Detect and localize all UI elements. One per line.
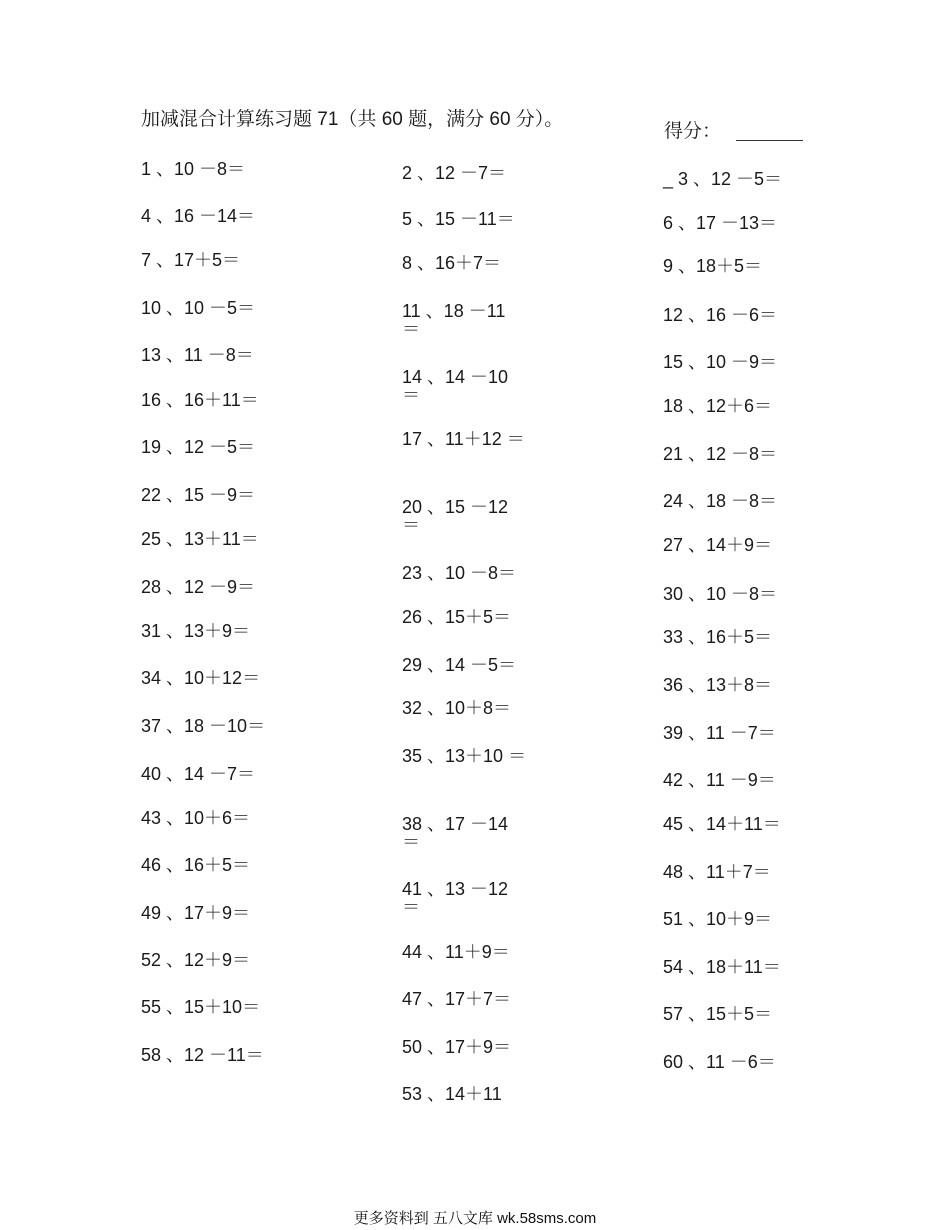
problem-38: 38 、17 －14 ＝	[402, 814, 509, 852]
problem-3: _ 3 、12 －5＝	[663, 169, 783, 189]
problem-4: 4 、16 －14＝	[141, 206, 256, 226]
footer-watermark: 更多资料到 五八文库 wk.58sms.com	[353, 1210, 597, 1227]
problem-7: 7 、17＋5＝	[141, 250, 241, 270]
problem-22: 22 、15 －9＝	[141, 485, 256, 505]
problem-17: 17 、11＋12 ＝	[402, 429, 525, 449]
problem-41: 41 、13 －12 ＝	[402, 879, 509, 917]
problem-53: 53 、14＋11	[402, 1084, 502, 1104]
problem-24: 24 、18 －8＝	[663, 491, 778, 511]
problem-43: 43 、10＋6＝	[141, 808, 251, 828]
problem-18: 18 、12＋6＝	[663, 396, 773, 416]
problem-11: 11 、18 －11 ＝	[402, 301, 506, 339]
problem-19: 19 、12 －5＝	[141, 437, 256, 457]
problem-52: 52 、12＋9＝	[141, 950, 251, 970]
problem-14: 14 、14 －10 ＝	[402, 367, 509, 405]
problem-31: 31 、13＋9＝	[141, 621, 251, 641]
problem-47: 47 、17＋7＝	[402, 989, 512, 1009]
problem-8: 8 、16＋7＝	[402, 253, 502, 273]
problem-27: 27 、14＋9＝	[663, 535, 773, 555]
problem-58: 58 、12 －11＝	[141, 1045, 264, 1065]
score-label: 得分：	[664, 121, 722, 142]
problem-21: 21 、12 －8＝	[663, 444, 778, 464]
problem-20: 20 、15 －12 ＝	[402, 497, 509, 535]
problem-2: 2 、12 －7＝	[402, 163, 507, 183]
problem-25: 25 、13＋11＝	[141, 529, 259, 549]
problem-16: 16 、16＋11＝	[141, 390, 259, 410]
problem-48: 48 、11＋7＝	[663, 862, 771, 882]
problem-51: 51 、10＋9＝	[663, 909, 773, 929]
problem-9: 9 、18＋5＝	[663, 256, 763, 276]
problem-1: 1 、10 －8＝	[141, 159, 246, 179]
problem-45: 45 、14＋11＝	[663, 814, 781, 834]
problem-12: 12 、16 －6＝	[663, 305, 778, 325]
problem-50: 50 、17＋9＝	[402, 1037, 512, 1057]
problem-55: 55 、15＋10＝	[141, 997, 261, 1017]
problem-26: 26 、15＋5＝	[402, 607, 512, 627]
problem-10: 10 、10 －5＝	[141, 298, 256, 318]
problem-60: 60 、11 －6＝	[663, 1052, 776, 1072]
problem-57: 57 、15＋5＝	[663, 1004, 773, 1024]
problem-40: 40 、14 －7＝	[141, 764, 256, 784]
score-blank[interactable]	[736, 140, 803, 141]
problem-44: 44 、11＋9＝	[402, 942, 510, 962]
problem-33: 33 、16＋5＝	[663, 627, 773, 647]
problem-46: 46 、16＋5＝	[141, 855, 251, 875]
problem-29: 29 、14 －5＝	[402, 655, 517, 675]
problem-15: 15 、10 －9＝	[663, 352, 778, 372]
problem-13: 13 、11 －8＝	[141, 345, 254, 365]
problem-49: 49 、17＋9＝	[141, 903, 251, 923]
problem-28: 28 、12 －9＝	[141, 577, 256, 597]
problem-35: 35 、13＋10 ＝	[402, 746, 527, 766]
problem-32: 32 、10＋8＝	[402, 698, 512, 718]
problem-42: 42 、11 －9＝	[663, 770, 776, 790]
problem-34: 34 、10＋12＝	[141, 668, 261, 688]
problem-5: 5 、15 －11＝	[402, 209, 515, 229]
problem-36: 36 、13＋8＝	[663, 675, 773, 695]
worksheet-title: 加减混合计算练习题 71（共 60 题，满分 60 分）。	[141, 109, 564, 130]
problem-30: 30 、10 －8＝	[663, 584, 778, 604]
problem-39: 39 、11 －7＝	[663, 723, 776, 743]
problem-54: 54 、18＋11＝	[663, 957, 781, 977]
problem-23: 23 、10 －8＝	[402, 563, 517, 583]
problem-37: 37 、18 －10＝	[141, 716, 266, 736]
problem-6: 6 、17 －13＝	[663, 213, 778, 233]
